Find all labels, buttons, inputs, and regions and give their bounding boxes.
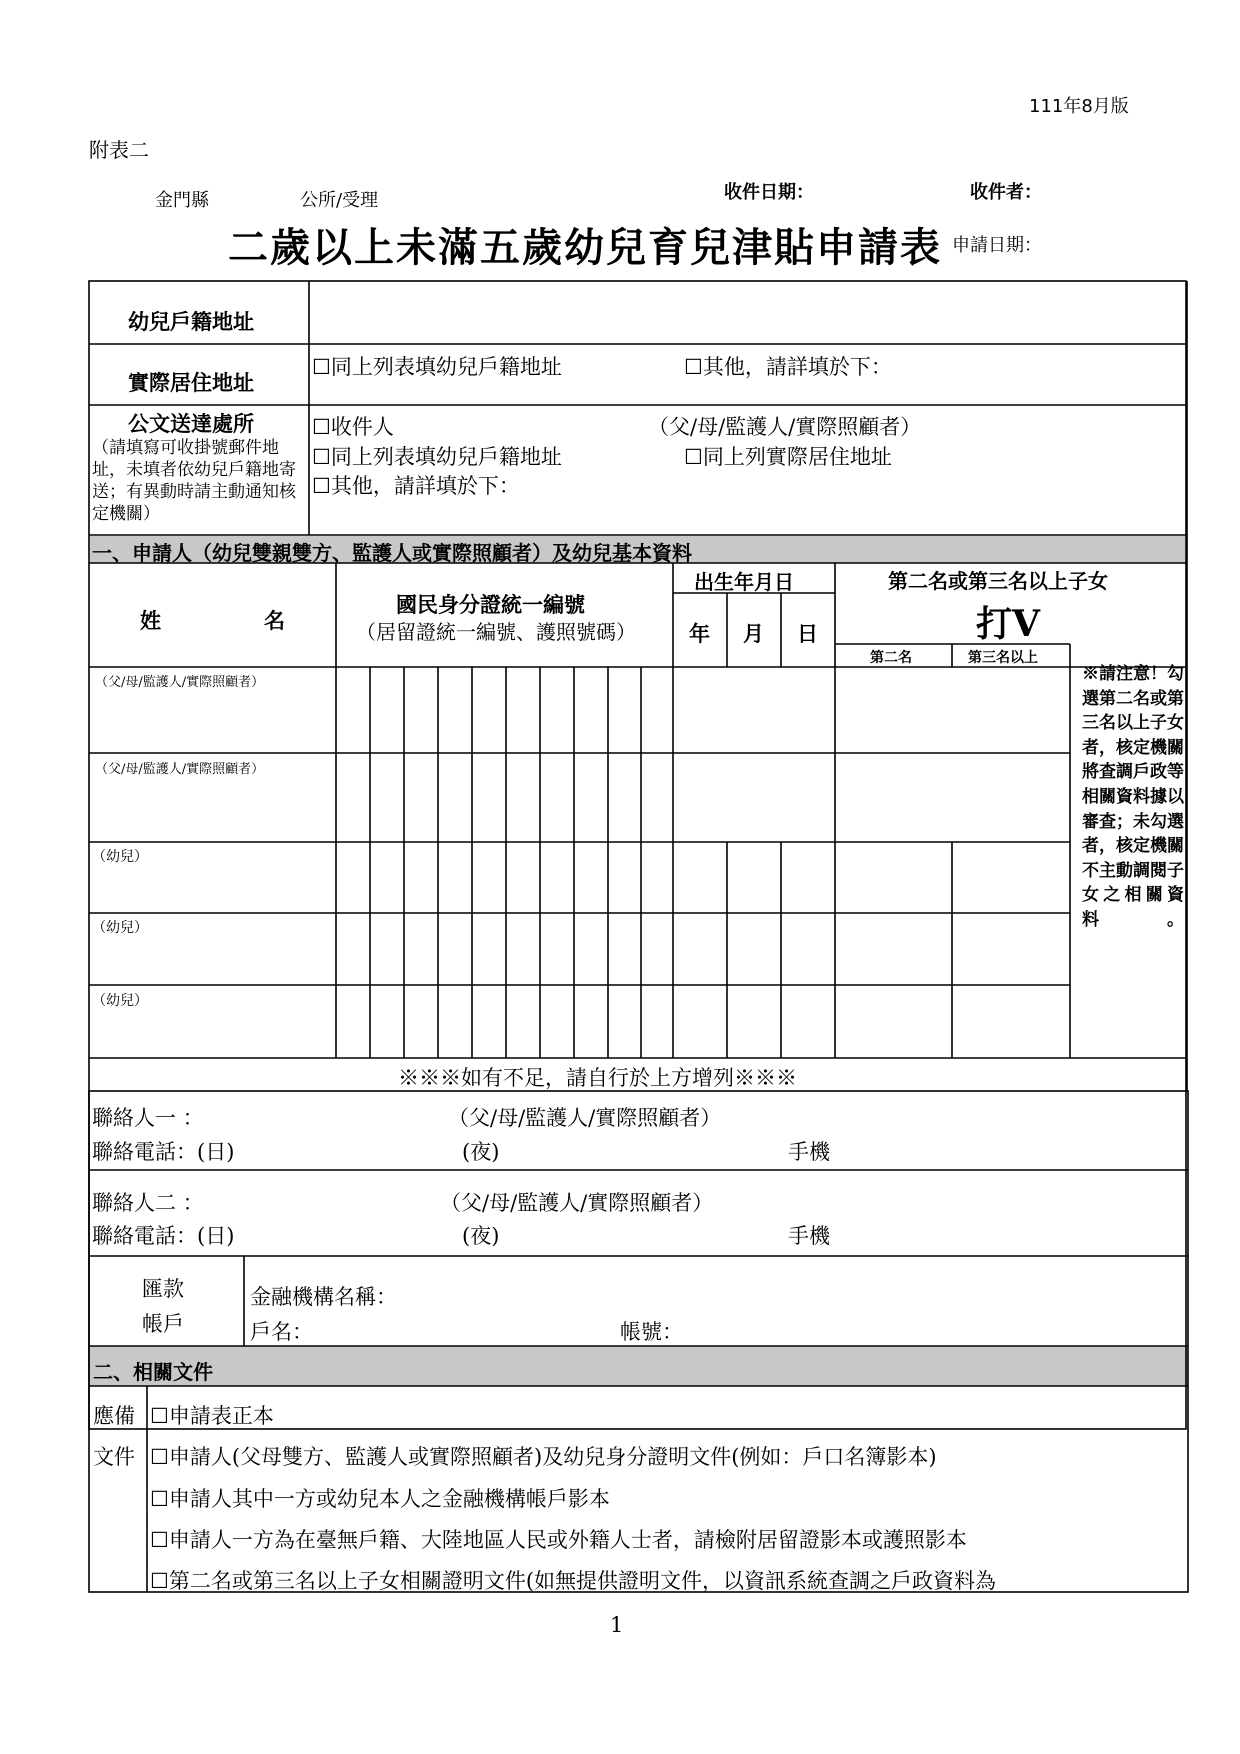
col-year-label: 年 — [689, 621, 710, 646]
doc-checkbox-child-order-proof[interactable]: ☐第二名或第三名以上子女相關證明文件(如無提供證明文件，以資訊系統查調之戶政資料為 — [150, 1569, 997, 1593]
contact2-mobile-label: 手機 — [788, 1224, 830, 1248]
county-label: 金門縣 — [155, 190, 209, 211]
residence-same-checkbox[interactable]: ☐同上列表填幼兒戶籍地址 — [312, 355, 562, 379]
household-address-label: 幼兒戶籍地址 — [128, 309, 254, 334]
received-date-label: 收件日期： — [724, 182, 814, 203]
residence-other-checkbox[interactable]: ☐其他，請詳填於下： — [684, 355, 892, 379]
apply-date-label: 申請日期： — [952, 235, 1042, 256]
mail-residence-checkbox[interactable]: ☐同上列實際居住地址 — [684, 445, 892, 469]
doc-checkbox-application[interactable]: ☐申請表正本 — [150, 1404, 274, 1428]
office-label: 公所/受理 — [300, 190, 379, 211]
residence-address-label: 實際居住地址 — [128, 370, 254, 395]
contact1-night-label: (夜) — [462, 1140, 500, 1164]
bank-holder-label: 戶名： — [250, 1320, 313, 1344]
col-second-child-label: 第二名 — [870, 650, 912, 666]
section2-header: 二、相關文件 — [93, 1360, 213, 1384]
contact1-label: 聯絡人一 ： — [92, 1106, 204, 1130]
col-order-label: 第二名或第三名以上子女 — [888, 569, 1108, 593]
contact2-role: （父/母/監護人/實際照顧者） — [440, 1191, 714, 1215]
bank-institution-label: 金融機構名稱： — [250, 1285, 397, 1309]
version-label: 111年8月版 — [1029, 96, 1129, 117]
col-day-label: 日 — [797, 621, 818, 646]
contact2-phone-label: 聯絡電話：(日) — [92, 1224, 235, 1248]
col-name-label-1: 姓 — [140, 608, 161, 633]
page-title: 二歲以上未滿五歲幼兒育兒津貼申請表 — [228, 224, 942, 271]
col-name-label-2: 名 — [264, 608, 285, 633]
mail-address-label: 公文送達處所 — [128, 411, 254, 436]
contact1-role: （父/母/監護人/實際照顧者） — [448, 1106, 722, 1130]
page-number: 1 — [610, 1613, 624, 1637]
bank-label-2: 帳戶 — [142, 1312, 184, 1336]
documents-label-2: 文件 — [93, 1445, 135, 1469]
bank-label-1: 匯款 — [142, 1277, 184, 1301]
row-child-3-label: （幼兒） — [92, 993, 148, 1009]
mail-recipient-role: （父/母/監護人/實際照顧者） — [648, 415, 922, 439]
contact1-mobile-label: 手機 — [788, 1140, 830, 1164]
mail-recipient-checkbox[interactable]: ☐收件人 — [312, 415, 394, 439]
doc-checkbox-residence-permit[interactable]: ☐申請人一方為在臺無戶籍、大陸地區人民或外籍人士者，請檢附居留證影本或護照影本 — [150, 1528, 967, 1552]
col-birth-label: 出生年月日 — [694, 570, 794, 594]
col-order-mark: 打V — [976, 603, 1040, 645]
row-child-2-label: （幼兒） — [92, 920, 148, 936]
doc-checkbox-identity[interactable]: ☐申請人(父母雙方、監護人或實際照顧者)及幼兒身分證明文件(例如：戶口名簿影本) — [150, 1445, 937, 1469]
mail-other-checkbox[interactable]: ☐其他，請詳填於下： — [312, 474, 520, 498]
bank-account-label: 帳號： — [620, 1320, 683, 1344]
col-third-child-label: 第三名以上 — [968, 650, 1038, 666]
col-id-sublabel: （居留證統一編號、護照號碼） — [356, 620, 636, 644]
section1-header: 一、申請人（幼兒雙親雙方、監護人或實際照顧者）及幼兒基本資料 — [92, 541, 692, 565]
receiver-label: 收件者： — [970, 182, 1042, 203]
mail-household-checkbox[interactable]: ☐同上列表填幼兒戶籍地址 — [312, 445, 562, 469]
documents-label-1: 應備 — [93, 1404, 135, 1428]
household-address-field[interactable] — [312, 284, 1182, 342]
section2-header-shade — [90, 1346, 1188, 1386]
col-month-label: 月 — [743, 621, 764, 646]
row-applicant-1-label: （父/母/監護人/實際照顧者） — [95, 675, 265, 690]
contact2-label: 聯絡人二 ： — [92, 1191, 204, 1215]
doc-checkbox-bank-copy[interactable]: ☐申請人其中一方或幼兒本人之金融機構帳戶影本 — [150, 1487, 610, 1511]
contact1-phone-label: 聯絡電話：(日) — [92, 1140, 235, 1164]
col-id-label: 國民身分證統一編號 — [396, 592, 585, 617]
row-applicant-2-label: （父/母/監護人/實際照顧者） — [95, 762, 265, 777]
section1-footer-note: ※※※如有不足，請自行於上方增列※※※ — [398, 1066, 797, 1090]
child-order-note: ※請注意！勾選第二名或第三名以上子女者，核定機關將查調戶政等相關資料據以審查；未勾選者，核定機關不主動調閱子女之相關資料。 — [1082, 664, 1184, 930]
attachment-label: 附表二 — [89, 138, 149, 162]
row-child-1-label: （幼兒） — [92, 849, 148, 865]
mail-address-note: （請填寫可收掛號郵件地址，未填者依幼兒戶籍地寄送；有異動時請主動通知核定機關） — [92, 438, 296, 524]
contact2-night-label: (夜) — [462, 1224, 500, 1248]
